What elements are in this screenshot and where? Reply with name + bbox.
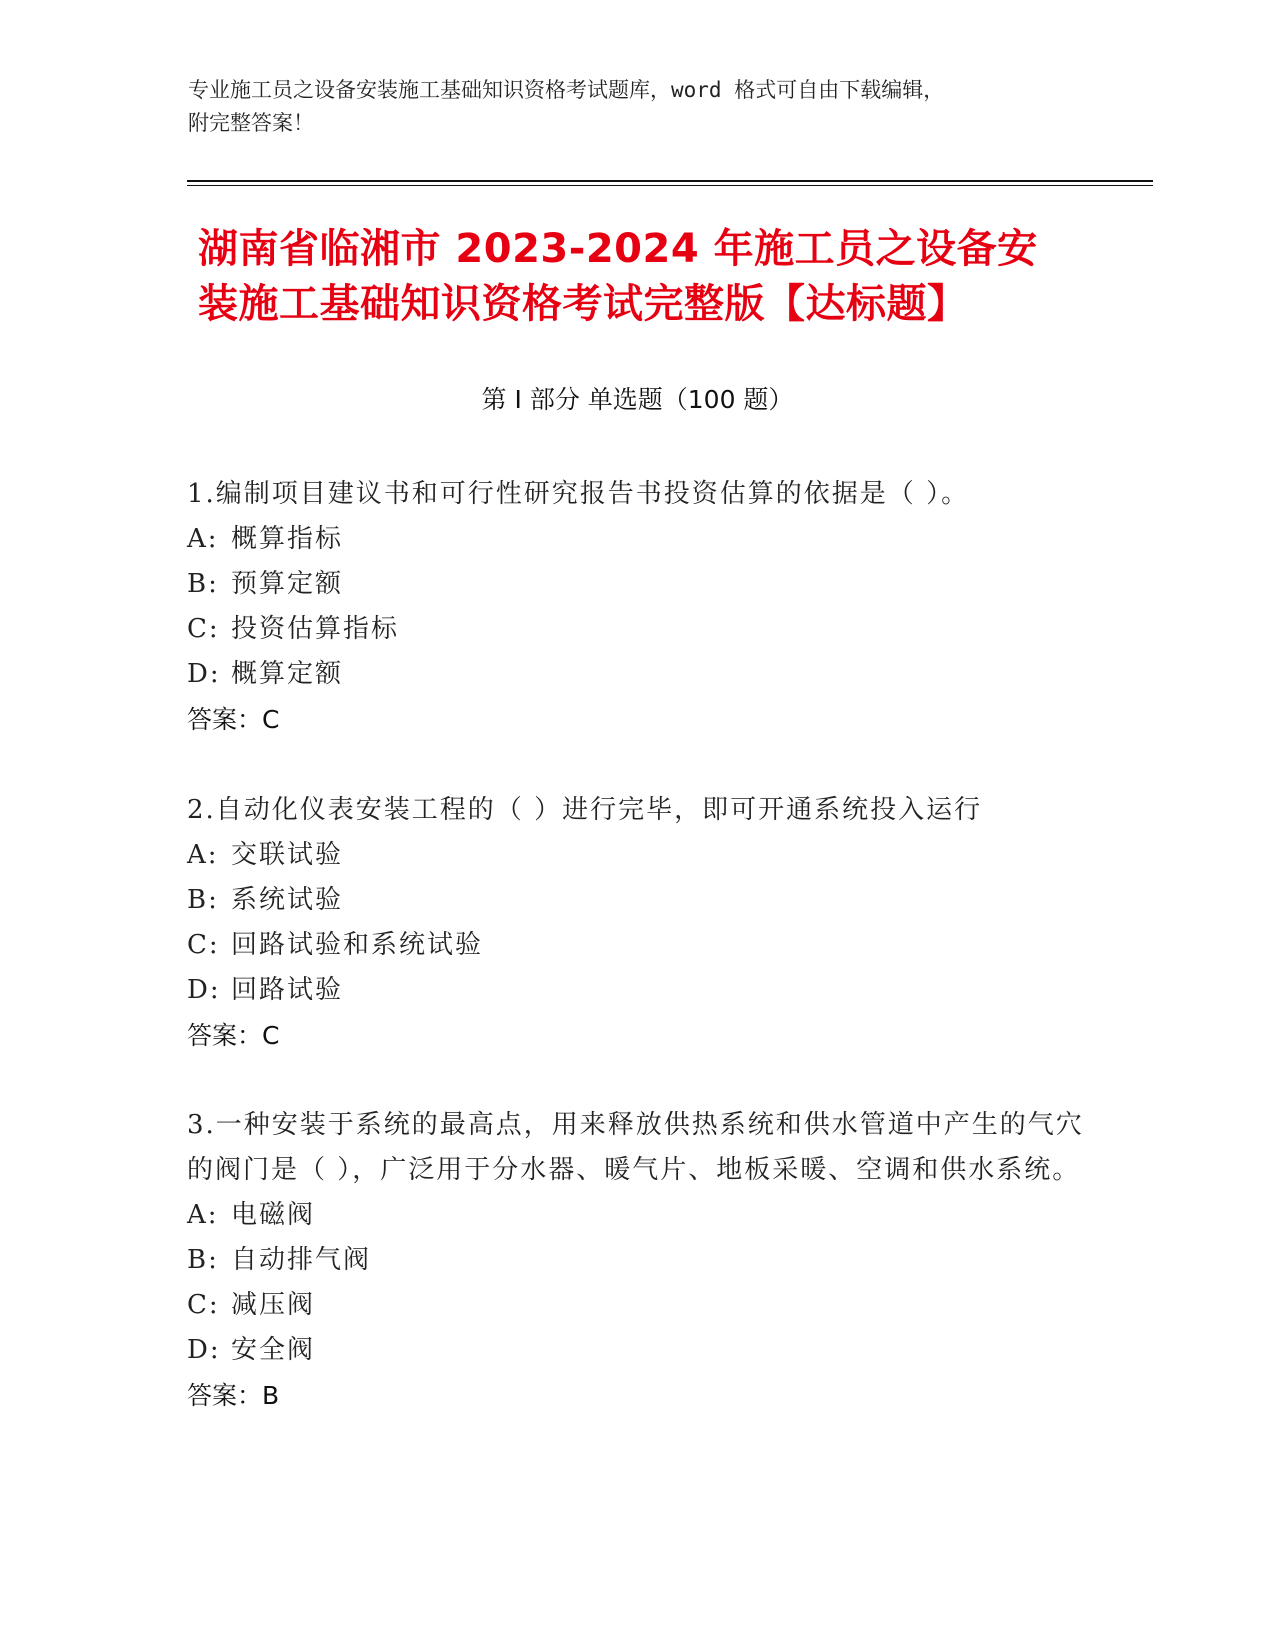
option-key: B: <box>187 569 219 599</box>
option-key: D: <box>187 659 221 689</box>
option-text: 减压阀 <box>231 1290 316 1320</box>
option-text: 回路试验和系统试验 <box>231 930 484 960</box>
option-key: D: <box>187 1335 221 1365</box>
option-c <box>187 923 1087 968</box>
option-c <box>187 1283 1087 1328</box>
option-text: 投资估算指标 <box>231 614 400 644</box>
header-rule-thick <box>187 180 1153 182</box>
option-key: C: <box>187 1290 220 1320</box>
option-key: C: <box>187 930 220 960</box>
header-rule-thin <box>187 185 1153 186</box>
option-key: D: <box>187 975 221 1005</box>
header-note <box>188 74 1068 140</box>
option-key: A: <box>187 840 219 870</box>
option-c <box>187 607 1087 652</box>
answer-line: 答案：C <box>187 1021 280 1050</box>
option-d <box>187 1328 1087 1373</box>
option-d <box>187 652 1087 697</box>
question-stem: 3.一种安装于系统的最高点，用来释放供热系统和供水管道中产生的气穴的阀门是（ ），广泛用于分水器、暖气片、地板采暖、空调和供水系统。 <box>187 1110 1084 1185</box>
question-stem: 2.自动化仪表安装工程的（ ）进行完毕，即可开通系统投入运行 <box>187 795 983 825</box>
option-key: C: <box>187 614 220 644</box>
question-3 <box>187 1103 1087 1418</box>
document-title-line-1: 湖南省临湘市 2023-2024 年施工员之设备安 <box>198 226 1038 272</box>
option-b <box>187 562 1087 607</box>
option-a <box>187 517 1087 562</box>
header-note-line-1: 专业施工员之设备安装施工基础知识资格考试题库，word 格式可自由下载编辑， <box>188 78 945 102</box>
option-text: 自动排气阀 <box>231 1245 372 1275</box>
option-a <box>187 833 1087 878</box>
document-title <box>198 222 1098 332</box>
option-key: A: <box>187 524 219 554</box>
header-note-line-2: 附完整答案！ <box>188 111 314 135</box>
option-a <box>187 1193 1087 1238</box>
option-text: 预算定额 <box>231 569 344 599</box>
section-heading: 第 I 部分 单选题（100 题） <box>481 385 794 414</box>
option-text: 概算指标 <box>231 524 344 554</box>
option-key: B: <box>187 885 219 915</box>
option-d <box>187 968 1087 1013</box>
option-key: B: <box>187 1245 219 1275</box>
option-text: 回路试验 <box>231 975 344 1005</box>
option-text: 交联试验 <box>231 840 344 870</box>
option-text: 系统试验 <box>231 885 344 915</box>
answer-line: 答案：C <box>187 705 280 734</box>
option-b <box>187 878 1087 923</box>
question-2 <box>187 788 1087 1058</box>
document-title-line-2: 装施工基础知识资格考试完整版【达标题】 <box>198 281 968 327</box>
option-text: 概算定额 <box>231 659 344 689</box>
answer-line: 答案：B <box>187 1381 280 1410</box>
option-text: 电磁阀 <box>231 1200 316 1230</box>
option-b <box>187 1238 1087 1283</box>
option-text: 安全阀 <box>231 1335 316 1365</box>
question-1 <box>187 472 1087 742</box>
option-key: A: <box>187 1200 219 1230</box>
question-stem: 1.编制项目建议书和可行性研究报告书投资估算的依据是（ ）。 <box>187 479 970 509</box>
